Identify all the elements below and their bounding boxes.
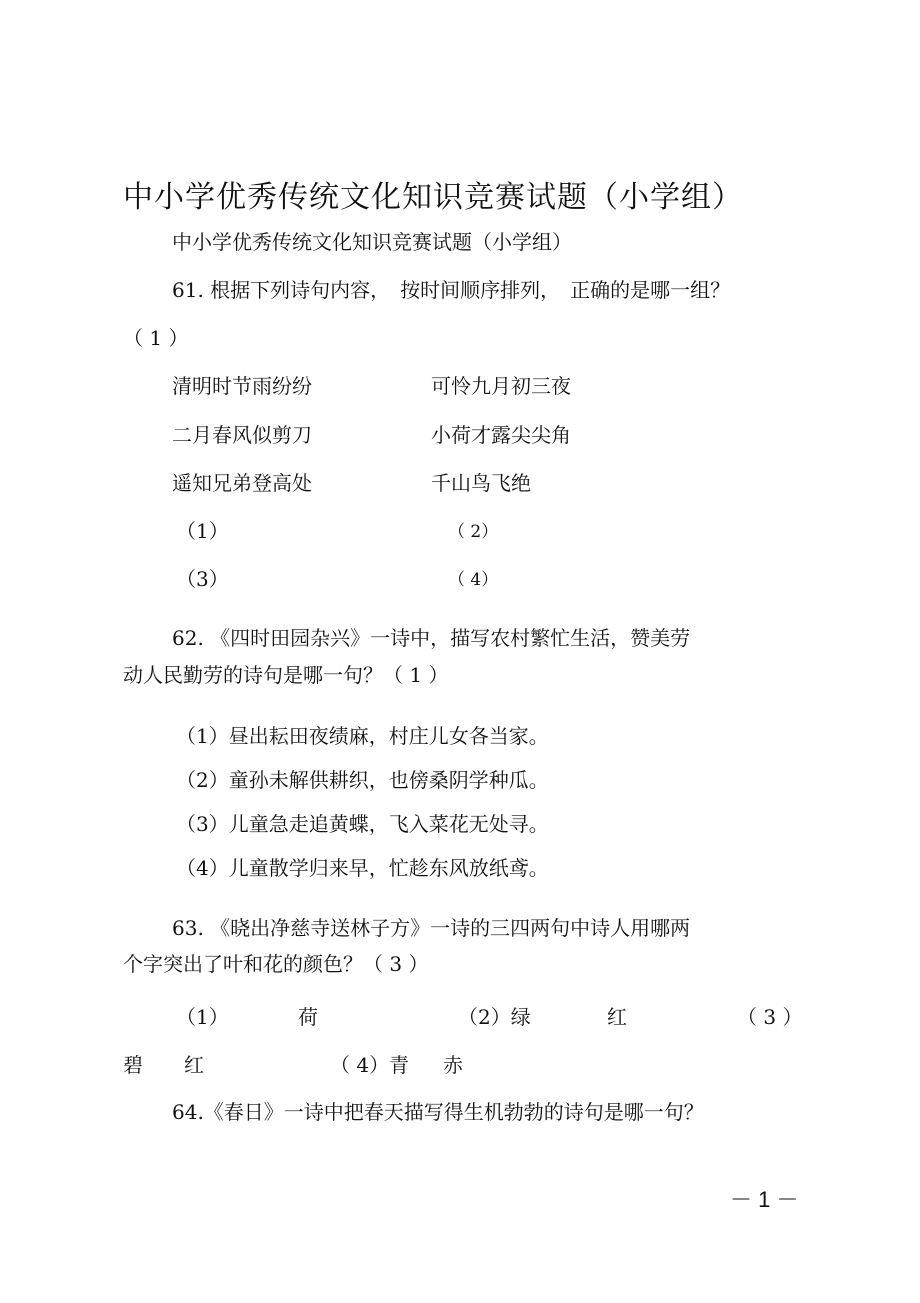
q63-option-1-label: （1） bbox=[176, 1005, 229, 1029]
q63-option-3-word-2: 红 bbox=[184, 1053, 204, 1077]
q63-option-4-word: 赤 bbox=[443, 1053, 463, 1077]
q61-line-2-left: 二月春风似剪刀 bbox=[172, 423, 312, 447]
q61-option-3: （3） bbox=[176, 567, 229, 591]
document-title: 中小学优秀传统文化知识竞赛试题（小学组） bbox=[123, 180, 743, 215]
q61-stem: 61. 根据下列诗句内容， 按时间顺序排列， 正确的是哪一组？ bbox=[172, 278, 731, 302]
q62-option-4: （4）儿童散学归来早，忙趁东风放纸鸢。 bbox=[176, 856, 549, 880]
q62-option-2: （2）童孙未解供耕织，也傍桑阴学种瓜。 bbox=[176, 768, 549, 792]
document-subtitle: 中小学优秀传统文化知识竞赛试题（小学组） bbox=[172, 230, 572, 254]
q62-stem-line-1: 62. 《四时田园杂兴》一诗中，描写农村繁忙生活，赞美劳 bbox=[172, 626, 691, 650]
page-number: － 1 － bbox=[730, 1187, 799, 1212]
q63-stem-line-1: 63. 《晓出净慈寺送林子方》一诗的三四两句中诗人用哪两 bbox=[172, 916, 691, 940]
q61-line-2-right: 小荷才露尖尖角 bbox=[431, 423, 571, 447]
q64-stem: 64.《春日》一诗中把春天描写得生机勃勃的诗句是哪一句？ bbox=[172, 1100, 704, 1124]
q63-option-3-label: （ 3 ） bbox=[737, 1005, 803, 1029]
q62-option-1: （1）昼出耘田夜绩麻，村庄儿女各当家。 bbox=[176, 724, 549, 748]
q63-option-1-word: 荷 bbox=[298, 1005, 318, 1029]
q61-line-3-left: 遥知兄弟登高处 bbox=[172, 471, 312, 495]
q63-option-3-word-1: 碧 bbox=[123, 1053, 143, 1077]
q63-stem-line-2: 个字突出了叶和花的颜色？（ 3 ） bbox=[123, 952, 429, 976]
q63-option-4-label: （ 4）青 bbox=[330, 1053, 410, 1077]
q61-option-1: （1） bbox=[176, 519, 229, 543]
q61-line-3-right: 千山鸟飞绝 bbox=[431, 471, 531, 495]
q62-option-3: （3）儿童急走追黄蝶，飞入菜花无处寻。 bbox=[176, 812, 549, 836]
q61-option-2: （ 2） bbox=[448, 522, 499, 542]
q61-line-1-right: 可怜九月初三夜 bbox=[431, 374, 571, 398]
q61-line-1-left: 清明时节雨纷纷 bbox=[172, 374, 312, 398]
q61-answer: （ 1 ） bbox=[123, 326, 189, 350]
q61-option-4: （ 4） bbox=[448, 570, 499, 590]
q63-option-2-word: 红 bbox=[607, 1005, 627, 1029]
q63-option-2-label: （2）绿 bbox=[458, 1005, 531, 1029]
q62-stem-line-2: 动人民勤劳的诗句是哪一句？（ 1 ） bbox=[123, 663, 449, 687]
